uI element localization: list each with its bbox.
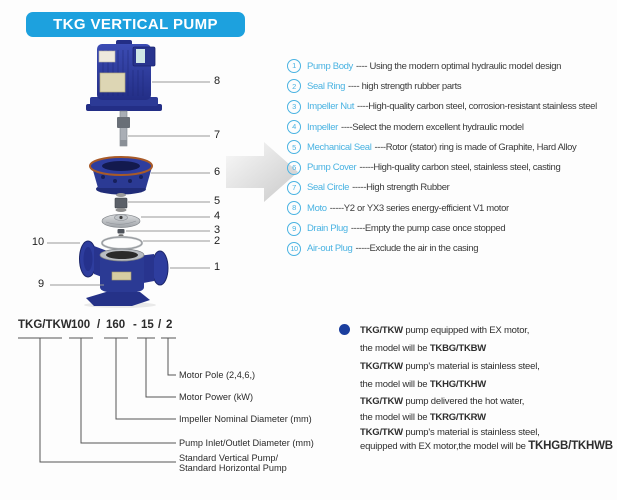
part-description: -----Y2 or YX3 series energy-efficient V1 motor: [329, 202, 509, 214]
part-item-6: [287, 157, 613, 177]
model-token-slash1: /: [97, 319, 101, 331]
part-description: -----Exclude the air in the casing: [355, 243, 479, 255]
part-description: ----High-quality carbon steel, corrosion-resistant stainless steel: [357, 101, 597, 113]
part-item-1: [287, 56, 613, 76]
label-standard-horizontal: Standard Horizontal Pump: [179, 463, 287, 473]
label-impeller-diameter: Impeller Nominal Diameter (mm): [179, 414, 312, 424]
part-name: Seal Circle: [307, 182, 350, 194]
part-description: -----Empty the pump case once stopped: [350, 223, 506, 235]
part-description: -----High strength Rubber: [352, 182, 450, 194]
part-number-badge: 3: [287, 100, 301, 114]
part-number-badge: 9: [287, 222, 301, 236]
part-number-badge: 7: [287, 181, 301, 195]
pump-body-illustration: [80, 241, 169, 308]
part-name: Pump Body: [307, 60, 353, 72]
label-motor-pole: Motor Pole (2,4,6,): [179, 370, 256, 380]
part-number-badge: 4: [287, 120, 301, 134]
callout-5: 5: [213, 195, 221, 207]
model-token-inlet: 100: [71, 319, 91, 331]
note-line: the model will be TKRG/TKRW: [360, 412, 486, 423]
part-item-5: [287, 137, 613, 157]
note-line: TKG/TKW pump delivered the hot water,: [360, 396, 525, 407]
part-item-7: [287, 178, 613, 198]
part-description: ---- high strength rubber parts: [348, 80, 462, 92]
model-token-impeller: 160: [106, 319, 126, 331]
model-token-series: TKG/TKW: [18, 319, 72, 331]
label-motor-power: Motor Power (kW): [179, 392, 254, 402]
model-variant-notes: [360, 325, 616, 465]
note-line: TKG/TKW pump's material is stainless steel,: [360, 361, 540, 372]
callout-2: 2: [213, 235, 221, 247]
model-code-tokens: [18, 319, 172, 331]
callout-4: 4: [213, 210, 221, 222]
model-code-diagram: [8, 312, 338, 484]
model-code-labels: [179, 370, 314, 473]
part-number-badge: 5: [287, 140, 301, 154]
callout-1: 1: [213, 261, 221, 273]
mechanical-seal-illustration: [115, 193, 127, 212]
pump-cover-illustration: [90, 157, 152, 195]
label-standard-vertical: Standard Vertical Pump/: [179, 453, 279, 463]
motor-illustration: [86, 40, 162, 111]
model-token-power: 15: [141, 319, 154, 331]
part-name: Seal Ring: [307, 80, 346, 92]
callout-8: 8: [213, 75, 221, 87]
note-line: equipped with EX motor,the model will be TKHGB/TKHWB: [360, 440, 613, 452]
part-name: Air-out Plug: [307, 243, 353, 255]
note-line: TKG/TKW pump equipped with EX motor,: [360, 325, 530, 336]
callout-9: 9: [37, 278, 45, 290]
note-line: the model will be TKHG/TKHW: [360, 379, 487, 390]
part-name: Impeller Nut: [307, 101, 355, 113]
callout-6: 6: [213, 166, 221, 178]
model-token-pole: 2: [166, 319, 173, 331]
part-name: Mechanical Seal: [307, 141, 372, 153]
part-name: Pump Cover: [307, 162, 357, 174]
part-description: -----High-quality carbon steel, stainless steel, casting: [359, 162, 561, 174]
seal-ring-illustration: [102, 237, 142, 249]
impeller-illustration: [102, 215, 140, 228]
note-line: TKG/TKW pump's material is stainless steel,: [360, 427, 540, 438]
part-item-2: [287, 76, 613, 96]
part-item-4: [287, 117, 613, 137]
model-token-dash: -: [133, 319, 137, 331]
part-item-3: [287, 97, 613, 117]
part-number-badge: 6: [287, 161, 301, 175]
callout-7: 7: [213, 129, 221, 141]
part-item-8: [287, 198, 613, 218]
model-code-lines: [18, 338, 176, 462]
part-name: Impeller: [307, 121, 338, 133]
part-description: ----Select the modern excellent hydraulic model: [341, 121, 524, 133]
note-line: the model will be TKBG/TKBW: [360, 343, 487, 354]
page-title: TKG VERTICAL PUMP: [53, 16, 218, 33]
part-name: Drain Plug: [307, 223, 348, 235]
parts-list: [287, 56, 613, 259]
callout-3: 3: [213, 224, 221, 236]
part-number-badge: 10: [287, 242, 301, 256]
part-item-10: [287, 239, 613, 259]
part-description: ----Rotor (stator) ring is made of Graphite, Hard Alloy: [374, 141, 577, 153]
callout-10: 10: [31, 236, 45, 248]
shaft-illustration: [117, 111, 130, 146]
part-number-badge: 1: [287, 59, 301, 73]
impeller-nut-illustration: [118, 229, 125, 237]
part-name: Moto: [307, 202, 327, 214]
model-token-slash2: /: [158, 319, 162, 331]
part-number-badge: 2: [287, 79, 301, 93]
part-number-badge: 8: [287, 201, 301, 215]
part-description: ---- Using the modern optimal hydraulic model design: [355, 60, 562, 72]
part-item-9: [287, 218, 613, 238]
header-banner: [26, 12, 245, 37]
bullet-dot-icon: [339, 324, 350, 335]
label-inlet-diameter: Pump Inlet/Outlet Diameter (mm): [179, 438, 314, 448]
